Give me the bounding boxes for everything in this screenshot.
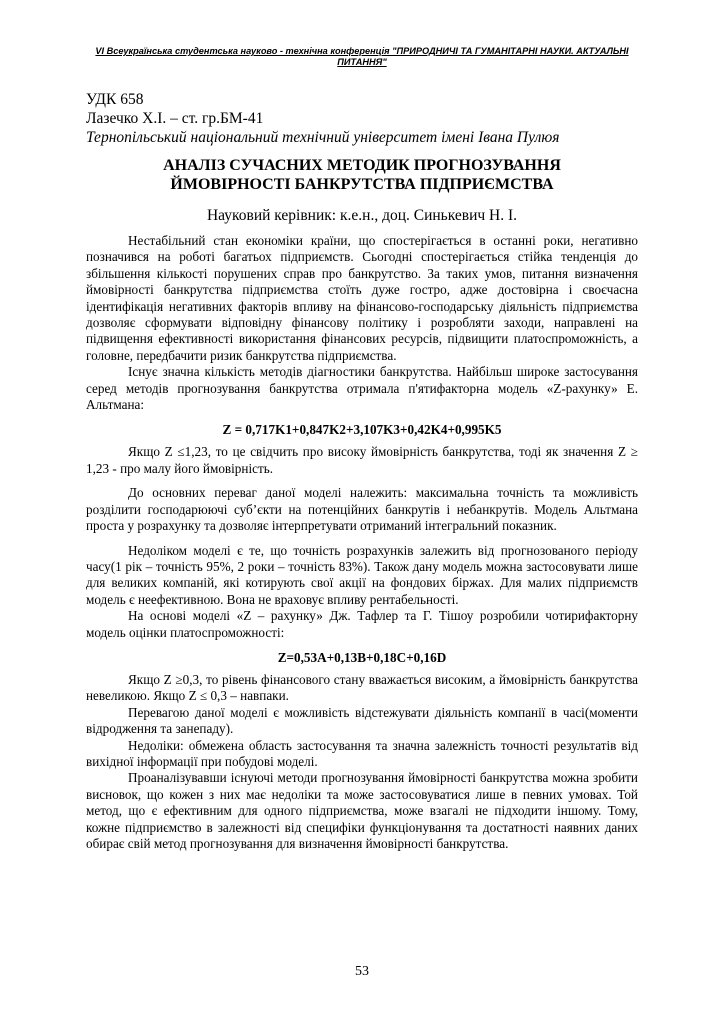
paragraph-altman-intro: Існує значна кількість методів діагностики банкрутства. Найбільш широке застосування серед методів прогнозування банкрутства отримала п'ятифакторна модель «Z-рахунку» Е. Альтмана: [86,364,638,413]
paragraph-taffler-threshold: Якщо Z ≥0,3, то рівень фінансового стану вважається високим, а ймовірність банкрутства невеликою. Якщо Z ≤ 0,3 – навпаки. [86,671,638,704]
paragraph-altman-advantages: До основних переваг даної моделі належить: максимальна точність та можливість розділити господарюючі суб’єкти на потенційних банкрутів і небанкрутів. Модель Альтмана проста у розрахунку та дозволяє інтерпретувати отриманий інтегральний показник. [86,485,638,534]
paper-title [86,156,638,194]
paragraph-conclusion: Проаналізувавши існуючі методи прогнозування ймовірності банкрутства можна зробити висновок, що кожен з них має недоліки та може застосовуватися лише в певних умовах. Той метод, що є ефективним для одного підприємства, може взагалі не підходити іншому. Тому, кожне підприємство в залежності від специфіки функціонування та достатності наявних даних обирає свій метод прогнозування для визначення ймовірності банкрутства. [86,770,638,851]
paragraph-taffler-advantage: Перевагою даної моделі є можливість відстежувати діяльність компанії в часі(моменти відродження та занепаду). [86,704,638,737]
conference-header: VI Всеукраїнська студентська науково - технічна конференція "ПРИРОДНИЧІ ТА ГУМАНІТАРНІ НАУКИ. АКТУАЛЬНІ ПИТАННЯ" [95,46,629,67]
udk-code: УДК 658 [86,91,144,108]
page-number: 53 [355,964,369,979]
paragraph-altman-drawbacks: Недоліком моделі є те, що точність розрахунків залежить від прогнозованого періоду часу(1 рік – точність 95%, 2 роки – точність 83%). Також дану модель можна застосовувати лише для великих компаній, які котирують свої акції на фондових біржах. Для малих підприємств модель є неефективною. Вона не враховує впливу рентабельності. [86,542,638,607]
paper-page [86,46,638,852]
title-line-2: ЙМОВІРНОСТІ БАНКРУТСТВА ПІДПРИЄМСТВА [170,176,554,193]
university-line: Тернопільський національний технічний університет імені Івана Пулюя [86,129,560,146]
formula-taffler: Z=0,53А+0,13В+0,18С+0,16D [277,649,447,665]
paragraph-taffler-intro: На основі моделі «Z – рахунку» Дж. Тафлер та Г. Тішоу розробили чотирифакторну модель оцінки платоспроможності: [86,608,638,640]
paragraph-taffler-drawbacks: Недоліки: обмежена область застосування та значна залежність точності результатів від вихідної інформації при побудові моделі. [86,737,638,769]
formula-altman: Z = 0,717K1+0,847K2+3,107K3+0,42K4+0,995K5 [222,422,502,438]
paragraph-intro: Нестабільний стан економіки країни, що спостерігається в останні роки, негативно позначився на роботі багатьох підприємств. Сьогодні спостерігається стійка тенденція до збільшення кількості порушених справ про банкрутство. За таких умов, питання визначення ймовірності банкрутства підприємства стоїть дуже гостро, адже достовірна і своєчасна ідентифікація негативних факторів впливу на фінансово-господарську діяльність підприємства дозволяє сформувати відповідну фінансову політику і розробляти заходи, направлені на підвищення ефективності використання фінансових ресурсів, підвищити платоспроможність, а головне, передбачити ризик банкрутства підприємства. [86,233,638,363]
scientific-advisor: Науковий керівник: к.е.н., доц. Синькевич Н. І. [206,207,518,224]
paragraph-altman-threshold: Якщо Z ≤1,23, то це свідчить про високу ймовірність банкрутства, тоді як значення Z ≥ 1,23 - про малу його ймовірність. [86,444,638,476]
author-line: Лазечко Х.І. – ст. гр.БМ-41 [86,110,264,127]
title-line-1: АНАЛІЗ СУЧАСНИХ МЕТОДИК ПРОГНОЗУВАННЯ [163,157,561,174]
